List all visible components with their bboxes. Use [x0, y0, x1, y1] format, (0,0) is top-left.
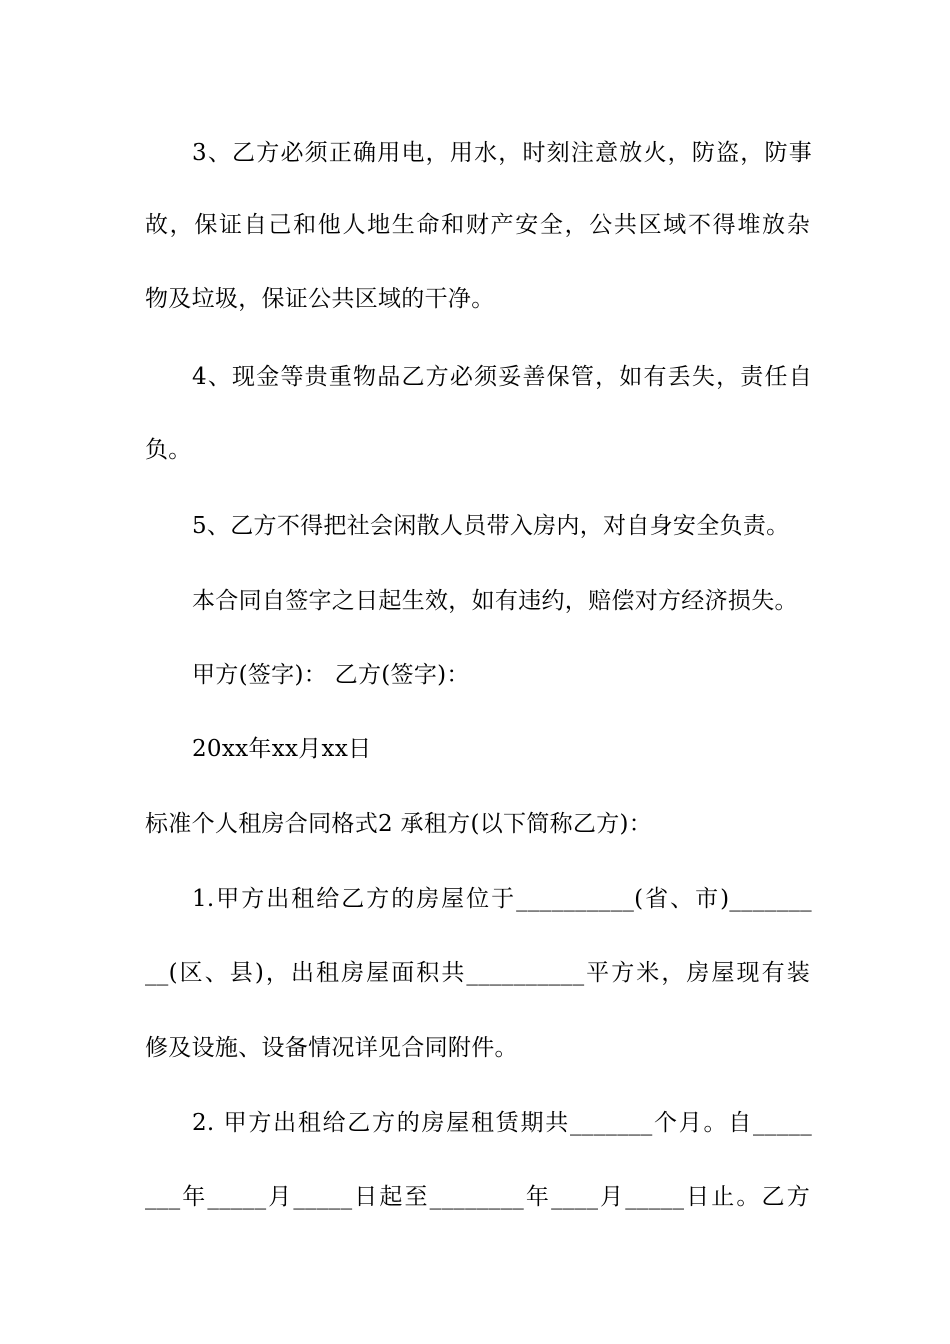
signature-line: 甲方(签字)： 乙方(签字)： — [192, 662, 470, 688]
clause-1-line-2: __(区、县)，出租房屋面积共__________平方米，房屋现有装 — [145, 960, 810, 986]
clause-3-line-3: 物及垃圾，保证公共区域的干净。 — [145, 286, 495, 312]
section-heading: 标准个人租房合同格式2 承租方(以下简称乙方)： — [145, 811, 653, 837]
date-line: 20xx年xx月xx日 — [192, 736, 372, 762]
clause-3-line-1: 3、乙方必须正确用电，用水，时刻注意放火，防盗，防事 — [192, 140, 812, 166]
clause-5: 5、乙方不得把社会闲散人员带入房内，对自身安全负责。 — [192, 513, 790, 539]
clause-4-line-2: 负。 — [145, 437, 192, 463]
clause-1-line-1: 1.甲方出租给乙方的房屋位于__________(省、市)_______ — [192, 886, 812, 912]
clause-1-line-3: 修及设施、设备情况详见合同附件。 — [145, 1035, 518, 1061]
effective-clause: 本合同自签字之日起生效，如有违约，赔偿对方经济损失。 — [192, 588, 798, 614]
clause-2-line-1: 2. 甲方出租给乙方的房屋租赁期共_______个月。自_____ — [192, 1110, 812, 1136]
clause-4-line-1: 4、现金等贵重物品乙方必须妥善保管，如有丢失，责任自 — [192, 364, 812, 390]
clause-3-line-2: 故，保证自己和他人地生命和财产安全，公共区域不得堆放杂 — [145, 212, 810, 238]
clause-2-line-2: ___年_____月_____日起至________年____月_____日止。乙方 — [145, 1184, 810, 1210]
